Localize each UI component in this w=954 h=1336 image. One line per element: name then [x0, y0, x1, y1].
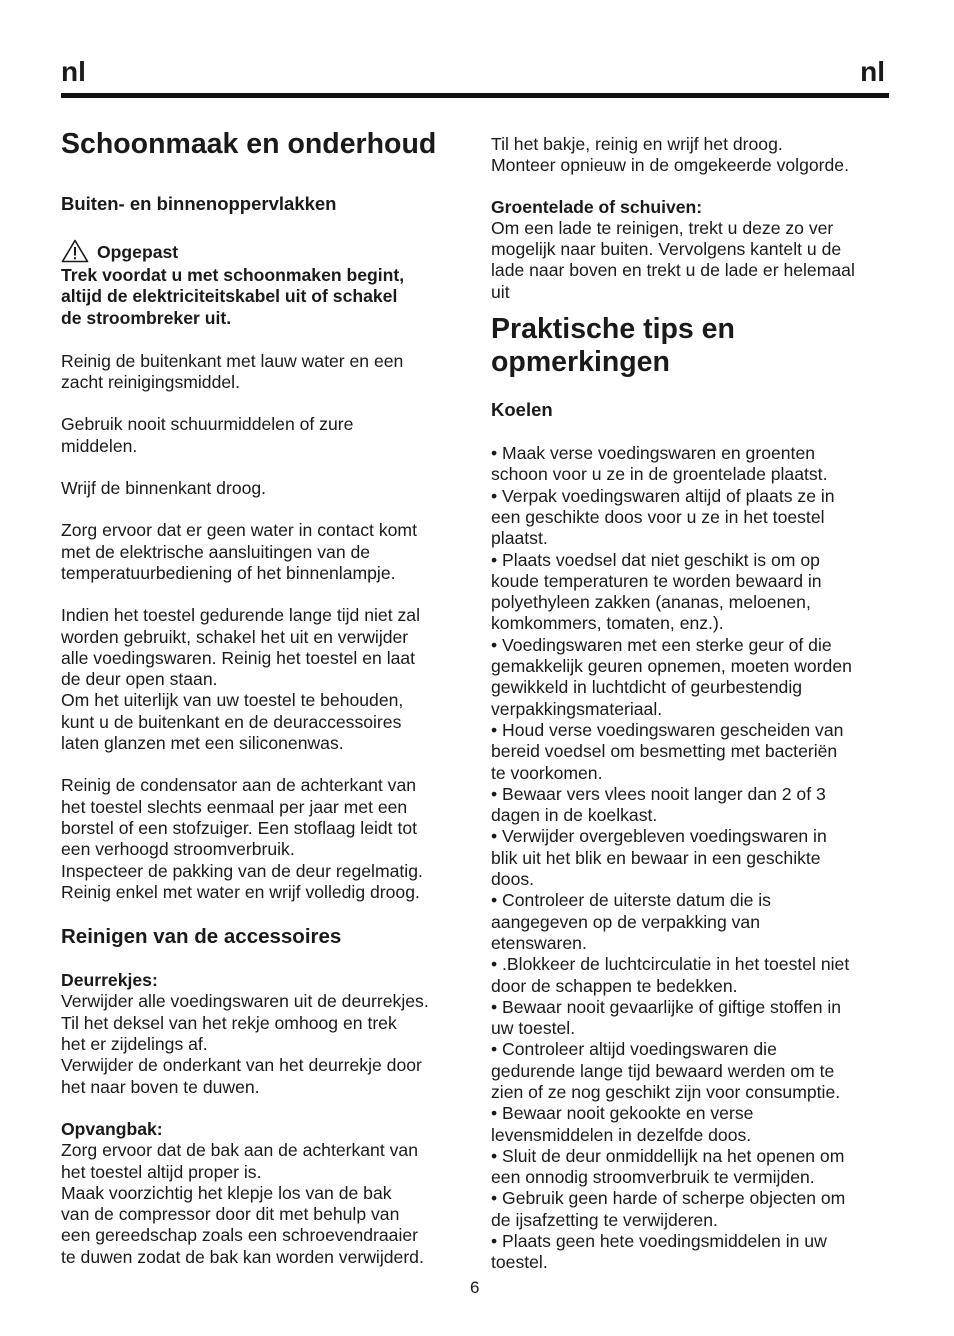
paragraph: Gebruik nooit schuurmiddelen of zure middelen. — [61, 414, 354, 456]
tip-item: • Verwijder overgebleven voedingswaren in blik uit het blik en bewaar in een geschikte doos. — [491, 826, 827, 890]
drip-tray-text: Zorg ervoor dat de bak aan de achterkant van het toestel altijd proper is. Maak voorzichtig het klepje los van de bak van de compressor door dit met behulp van een gereedschap zoals een schroevendraaier te duwen zodat de bak kan worden verwijderd. — [61, 1140, 424, 1267]
paragraph: Zorg ervoor dat er geen water in contact komt met de elektrische aansluitingen van de temperatuurbediening of het binnenlampje. — [61, 520, 417, 583]
warning-block — [61, 239, 469, 329]
tip-item: • Bewaar nooit gevaarlijke of giftige stoffen in uw toestel. — [491, 996, 842, 1039]
drawer-text: Om een lade te reinigen, trekt u deze zo ver mogelijk naar buiten. Vervolgens kantelt u de lade naar boven en trekt u de lade er helemaal uit — [491, 217, 855, 302]
tip-item: • Plaats geen hete voedingsmiddelen in uw toestel. — [491, 1231, 827, 1273]
drawer-label: Groentelade of schuiven: — [491, 196, 703, 217]
tip-item: • Sluit de deur onmiddellijk na het openen om een onnodig stroomverbruik te vermijden. — [491, 1145, 845, 1188]
tip-item: • Houd verse voedingswaren gescheiden van bereid voedsel om besmetting met bacteriën te voorkomen. — [491, 719, 844, 783]
right-column — [491, 134, 903, 1274]
header-language-right: nl — [860, 56, 885, 87]
section-title-cleaning: Schoonmaak en onderhoud — [61, 128, 437, 160]
continuation-text: Til het bakje, reinig en wrijf het droog. Monteer opnieuw in de omgekeerde volgorde. — [491, 134, 849, 176]
tip-item: • Bewaar vers vlees nooit langer dan 2 of 3 dagen in de koelkast. — [491, 783, 826, 826]
tip-item: • Controleer de uiterste datum die is aangegeven op de verpakking van etenswaren. — [491, 890, 771, 953]
left-column — [61, 128, 469, 1268]
section-title-tips: Praktische tips en opmerkingen — [491, 313, 735, 379]
subsection-accessories: Reinigen van de accessoires — [61, 925, 342, 949]
tip-item: • Bewaar nooit gekookte en verse levensmiddelen in dezelfde doos. — [491, 1103, 754, 1145]
paragraph: Reinig de condensator aan de achterkant van het toestel slechts eenmaal per jaar met een borstel of een stofzuiger. Een stoflaag leidt tot een verhoogd stroomverbruik. Inspecteer de pakking van de deur regelmatig. Reinig enkel met water en wrijf volledig droog. — [61, 775, 423, 902]
subsection-cooling: Koelen — [491, 399, 553, 421]
paragraph: Reinig de buitenkant met lauw water en een zacht reinigingsmiddel. — [61, 350, 404, 393]
tip-item: • Gebruik geen harde of scherpe objecten om de ijsafzetting te verwijderen. — [491, 1188, 846, 1230]
door-racks-label: Deurrekjes: — [61, 970, 158, 991]
page-number: 6 — [470, 1278, 480, 1297]
tip-item: • Voedingswaren met een sterke geur of die gemakkelijk geuren opnemen, moeten worden gewikkeld in luchtdicht of geurbestendig verpakkingsmateriaal. — [491, 634, 852, 719]
header-divider — [61, 93, 889, 98]
tip-item: • Controleer altijd voedingswaren die gedurende lange tijd bewaard werden om te zien of ze nog geschikt zijn voor consumptie. — [491, 1039, 841, 1102]
tip-item: • .Blokkeer de luchtcirculatie in het toestel niet door de schappen te bedekken. — [491, 954, 850, 996]
warning-text: Trek voordat u met schoonmaken begint, altijd de elektriciteitskabel uit of schakel de stroombreker uit. — [61, 265, 405, 328]
warning-triangle-icon — [61, 239, 89, 263]
tip-item: • Maak verse voedingswaren en groenten schoon voor u ze in de groentelade plaatst. — [491, 443, 828, 485]
paragraph: Wrijf de binnenkant droog. — [61, 478, 267, 499]
door-racks-text: Verwijder alle voedingswaren uit de deurrekjes. Til het deksel van het rekje omhoog en trek het er zijdelings af. Verwijder de onderkant van het deurrekje door het naar boven te duwen. — [61, 991, 429, 1097]
tip-item: • Verpak voedingswaren altijd of plaats ze in een geschikte doos voor u ze in het toestel plaatst. — [491, 485, 835, 549]
tips-list — [491, 443, 903, 1274]
paragraph: Indien het toestel gedurende lange tijd niet zal worden gebruikt, schakel het uit en verwijder alle voedingswaren. Reinig het toestel en laat de deur open staan. Om het uiterlijk van uw toestel te behouden, kunt u de buitenkant en de deuraccessoires laten glanzen met een siliconenwas. — [61, 605, 420, 754]
warning-label: Opgepast — [97, 241, 179, 262]
drip-tray-label: Opvangbak: — [61, 1118, 163, 1139]
header-language-left: nl — [61, 56, 86, 87]
subsection-surfaces: Buiten- en binnenoppervlakken — [61, 193, 337, 214]
tip-item: • Plaats voedsel dat niet geschikt is om op koude temperaturen te worden bewaard in polyethyleen zakken (ananas, meloenen, komkommers, tomaten, enz.). — [491, 549, 822, 634]
